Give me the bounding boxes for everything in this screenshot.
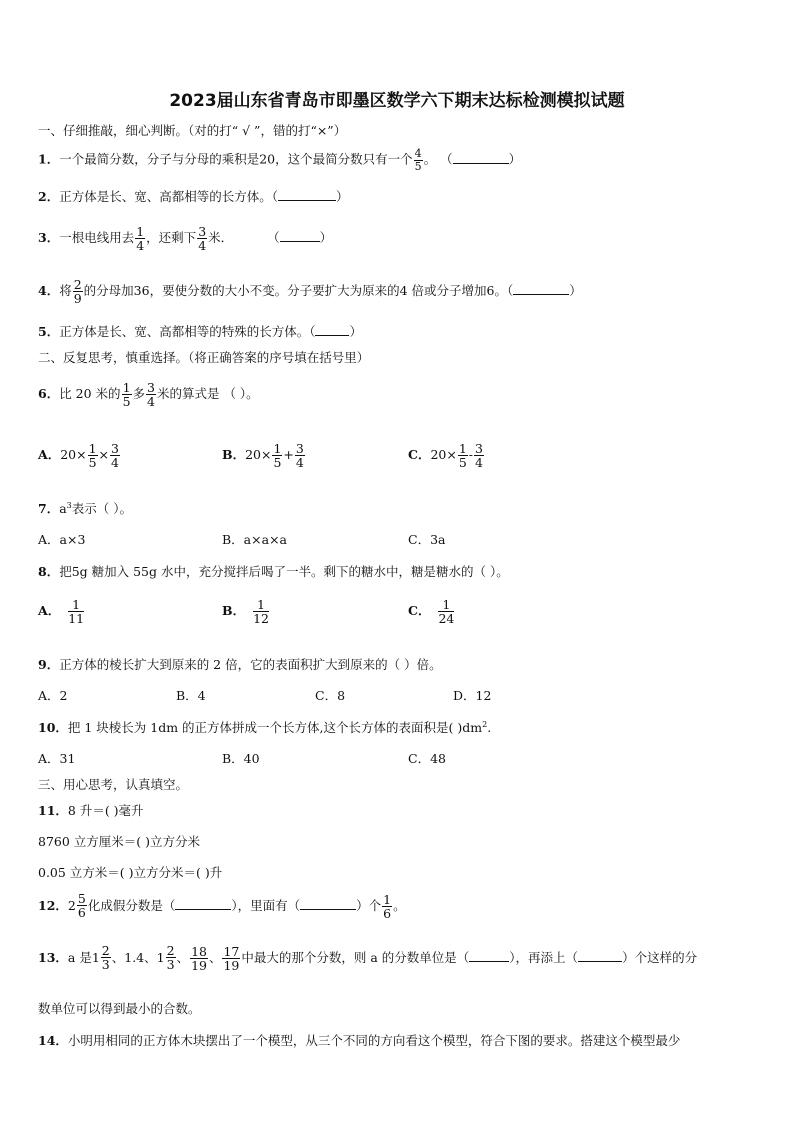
question-number: 1． xyxy=(38,151,60,167)
question-number: 12． xyxy=(38,898,68,914)
section-heading-1: 一、仔细推敲，细心判断。（对的打“ √ ”，错的打“×”） xyxy=(38,123,347,138)
question-13-line-2: 数单位可以得到最小的合数。 xyxy=(38,1001,201,1016)
mixed-number: 2 $\frac{5}{6}$ xyxy=(67,891,86,921)
answer-blank[interactable] xyxy=(513,283,569,295)
section-heading-2: 二、反复思考，慎重选择。（将正确答案的序号填在括号里） xyxy=(38,350,370,365)
question-2: 2．正方体是长、宽、高都相等的长方体。（ ） xyxy=(38,189,349,204)
answer-blank[interactable] xyxy=(469,950,509,962)
option-a[interactable]: A．a×3 xyxy=(38,532,86,547)
answer-blank[interactable] xyxy=(175,898,231,910)
question-text: 中最大的那个分数，则 a 的分数单位是（ xyxy=(241,950,470,966)
question-number: 3． xyxy=(38,230,60,246)
question-text: 正方体的棱长扩大到原来的 2 倍，它的表面积扩大到原来的（ ）倍。 xyxy=(59,657,442,672)
question-number: 9． xyxy=(38,657,60,672)
question-number: 6． xyxy=(38,386,60,402)
question-text: 把5g 糖加入 55g 水中，充分搅拌后喝了一半。剩下的糖水中，糖是糖水的（ ）。 xyxy=(59,564,509,579)
fraction: $\frac{2}{9}$ xyxy=(73,277,82,307)
question-12: 12． 2 $\frac{5}{6}$ 化成假分数是（ ），里面有（ ）个 $\frac{1}{6}$ 。 xyxy=(38,891,406,922)
fraction: $\frac{3}{4}$ xyxy=(147,380,155,410)
answer-blank[interactable] xyxy=(578,950,622,962)
option-b[interactable]: B．a×a×a xyxy=(222,532,287,547)
answer-blank[interactable] xyxy=(300,898,356,910)
question-3: 3．一根电线用去 $\frac{1}{4}$ ，还剩下 $\frac{3}{4}$ 米． （ ） xyxy=(38,224,333,254)
section-heading-3: 三、用心思考，认真填空。 xyxy=(38,777,189,792)
answer-blank[interactable] xyxy=(453,152,509,164)
answer-blank[interactable] xyxy=(315,324,349,336)
answer-blank[interactable] xyxy=(278,189,336,201)
option-a[interactable]: A． $\frac{1}{11}$ xyxy=(38,597,85,627)
question-6: 6．比 20 米的 $\frac{1}{5}$ 多 $\frac{3}{4}$ 米的算式是 （ ）。 xyxy=(38,380,259,410)
option-a[interactable]: A．2 xyxy=(38,688,68,703)
fraction: $\frac{1}{5}$ xyxy=(122,380,131,410)
question-text: 的分母加36，要使分数的大小不变。分子要扩大为原来的4 倍或分子增加6。（ xyxy=(83,283,514,299)
question-1: 1．一个最简分数，分子与分母的乘积是20，这个最简分数只有一个 $\frac{4}{5}$ 。 （ ） xyxy=(38,147,522,173)
question-number: 4． xyxy=(38,283,60,299)
question-text: 正方体是长、宽、高都相等的特殊的长方体。（ xyxy=(59,324,316,339)
question-text: 比 20 米的 xyxy=(59,386,121,402)
option-b[interactable]: B．40 xyxy=(222,751,260,766)
question-number: 10． xyxy=(38,720,68,735)
answer-blank[interactable] xyxy=(280,230,320,242)
question-text: 表示（ ）。 xyxy=(71,501,132,516)
option-a[interactable]: A．20× $\frac{1}{5}$ × $\frac{3}{4}$ xyxy=(38,441,119,471)
question-5: 5．正方体是长、宽、高都相等的特殊的长方体。（ ） xyxy=(38,324,362,339)
question-text: 正方体是长、宽、高都相等的长方体。（ xyxy=(59,189,278,204)
question-number: 7． xyxy=(38,501,60,516)
option-b[interactable]: B．4 xyxy=(176,688,206,703)
question-number: 2． xyxy=(38,189,60,204)
question-text: 8 升＝( )毫升 xyxy=(67,803,144,818)
option-c[interactable]: C．48 xyxy=(408,751,446,766)
question-8 xyxy=(38,562,509,580)
option-a[interactable]: A．31 xyxy=(38,751,76,766)
question-4: 4．将 $\frac{2}{9}$ 的分母加36，要使分数的大小不变。分子要扩大为原来的4 倍或分子增加6。（ ） xyxy=(38,277,582,307)
question-text: 一根电线用去 xyxy=(59,230,135,246)
question-13: 13．a 是 1 $\frac{2}{3}$ 、1.4、 1 $\frac{2}{3}$ 、 $\frac{18}{19}$ 、 $\frac{17}{19}$ 中最大的那个分数，则 a 的分数单位是（ ），再添上（ ）个这样的分 xyxy=(38,943,698,974)
question-11 xyxy=(38,801,144,819)
question-number: 13． xyxy=(38,950,68,966)
question-text: 把 1 块棱长为 1dm 的正方体拼成一个长方体,这个长方体的表面积是( )dm xyxy=(67,720,483,735)
option-c[interactable]: C． $\frac{1}{24}$ xyxy=(408,597,455,627)
question-14 xyxy=(38,1031,680,1049)
question-7: 7．$a^3$表示（ ）。 xyxy=(38,500,132,516)
option-c[interactable]: C．20× $\frac{1}{5}$ - $\frac{3}{4}$ xyxy=(408,441,483,471)
page-title: 2023届山东省青岛市即墨区数学六下期末达标检测模拟试题 xyxy=(169,91,625,111)
fraction: $\frac{4}{5}$ xyxy=(414,147,422,173)
question-number: 5． xyxy=(38,324,60,339)
option-c[interactable]: C．8 xyxy=(315,688,346,703)
question-number: 8． xyxy=(38,564,60,579)
question-text: 一个最简分数，分子与分母的乘积是20，这个最简分数只有一个 xyxy=(59,151,413,167)
option-d[interactable]: D．12 xyxy=(453,688,492,703)
option-b[interactable]: B． $\frac{1}{12}$ xyxy=(222,597,269,627)
fraction: $\frac{1}{4}$ xyxy=(136,224,145,254)
fraction: $\frac{3}{4}$ xyxy=(198,224,207,254)
question-11-line-3: 0.05 立方米＝( )立方分米＝( )升 xyxy=(38,865,223,880)
question-10: 10．把 1 块棱长为 1dm 的正方体拼成一个长方体,这个长方体的表面积是( )$dm^2$. xyxy=(38,719,492,735)
question-11-line-2: 8760 立方厘米＝( )立方分米 xyxy=(38,834,201,849)
question-9 xyxy=(38,655,442,673)
question-number: 11． xyxy=(38,803,68,818)
question-number: 14． xyxy=(38,1033,68,1048)
option-b[interactable]: B．20× $\frac{1}{5}$ + $\frac{3}{4}$ xyxy=(222,441,304,471)
question-text: 小明用相同的正方体木块摆出了一个模型，从三个不同的方向看这个模型，符合下图的要求。搭建这个模型最少 xyxy=(67,1033,681,1048)
option-c[interactable]: C．3a xyxy=(408,532,446,547)
